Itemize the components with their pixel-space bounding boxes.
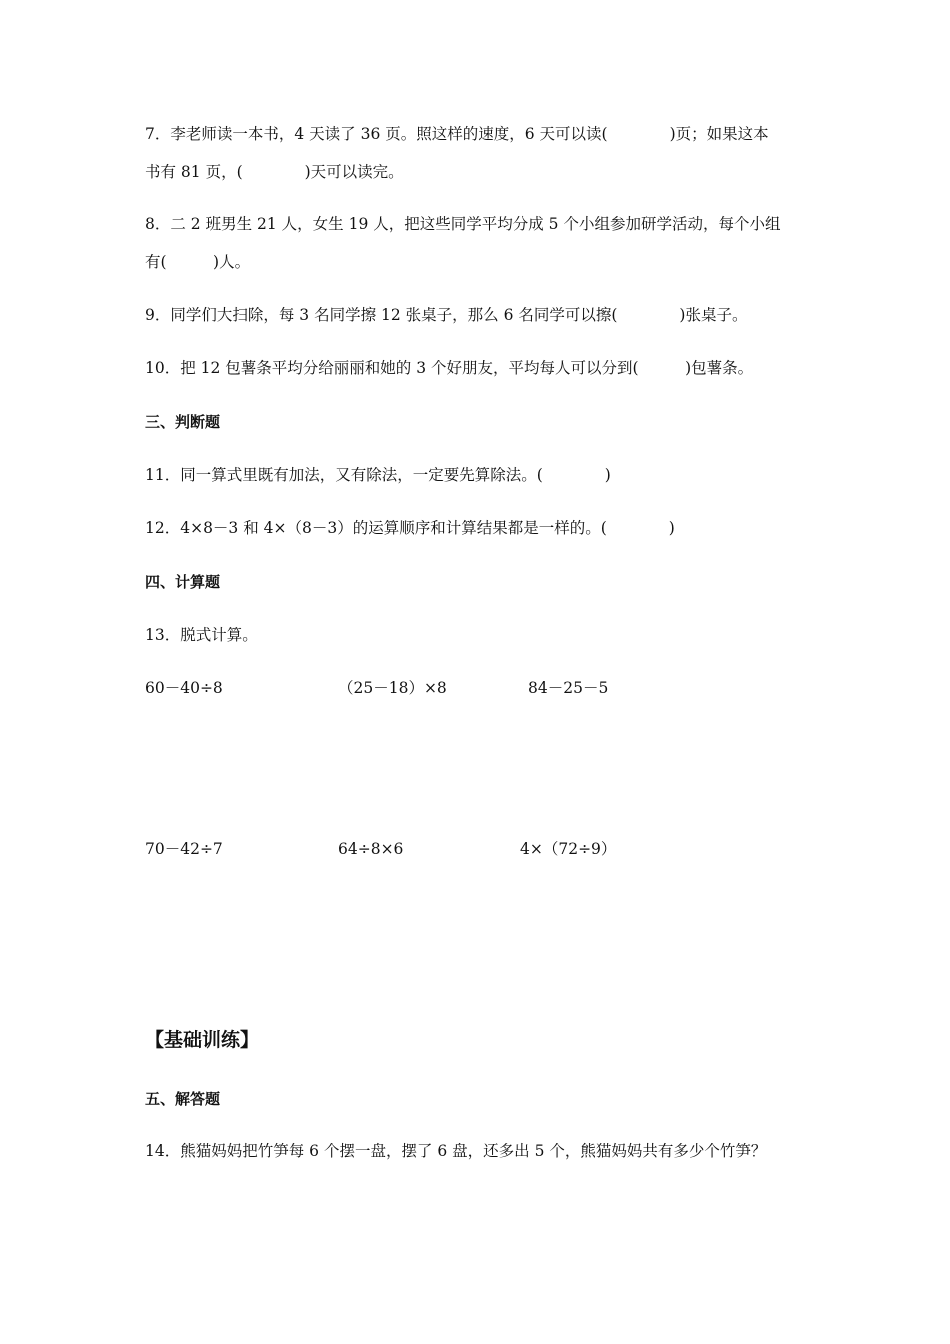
question-9: 9．同学们大扫除，每 3 名同学擦 12 张桌子，那么 6 名同学可以擦( )张桌子。 xyxy=(145,306,748,324)
question-12: 12．4×8－3 和 4×（8－3）的运算顺序和计算结果都是一样的。( ) xyxy=(145,519,675,537)
calc-expression-3: 84－25－5 xyxy=(528,679,609,697)
question-14: 14．熊猫妈妈把竹笋每 6 个摆一盘，摆了 6 盘，还多出 5 个，熊猫妈妈共有多少个竹笋？ xyxy=(145,1142,767,1160)
calc-expression-2: （25－18）×8 xyxy=(338,679,447,697)
question-13: 13．脱式计算。 xyxy=(145,626,258,644)
question-7-line-2: 书有 81 页，( )天可以读完。 xyxy=(145,163,404,181)
calc-expression-6: 4×（72÷9） xyxy=(520,840,617,858)
calc-expression-4: 70－42÷7 xyxy=(145,840,223,858)
calc-expression-1: 60－40÷8 xyxy=(145,679,223,697)
section-4-title: 四、计算题 xyxy=(145,573,221,591)
question-10: 10．把 12 包薯条平均分给丽丽和她的 3 个好朋友，平均每人可以分到( )包薯条。 xyxy=(145,359,754,377)
section-3-title: 三、判断题 xyxy=(145,413,221,431)
training-title: 【基础训练】 xyxy=(145,1029,260,1051)
question-8-line-1: 8．二 2 班男生 21 人，女生 19 人，把这些同学平均分成 5 个小组参加研学活动，每个小组 xyxy=(145,215,781,233)
calc-expression-5: 64÷8×6 xyxy=(338,840,404,858)
question-11: 11．同一算式里既有加法，又有除法，一定要先算除法。( ) xyxy=(145,466,611,484)
section-5-title: 五、解答题 xyxy=(145,1090,221,1108)
question-8-line-2: 有( )人。 xyxy=(145,253,251,271)
question-7-line-1: 7．李老师读一本书，4 天读了 36 页。照这样的速度，6 天可以读( )页；如果这本 xyxy=(145,125,769,143)
